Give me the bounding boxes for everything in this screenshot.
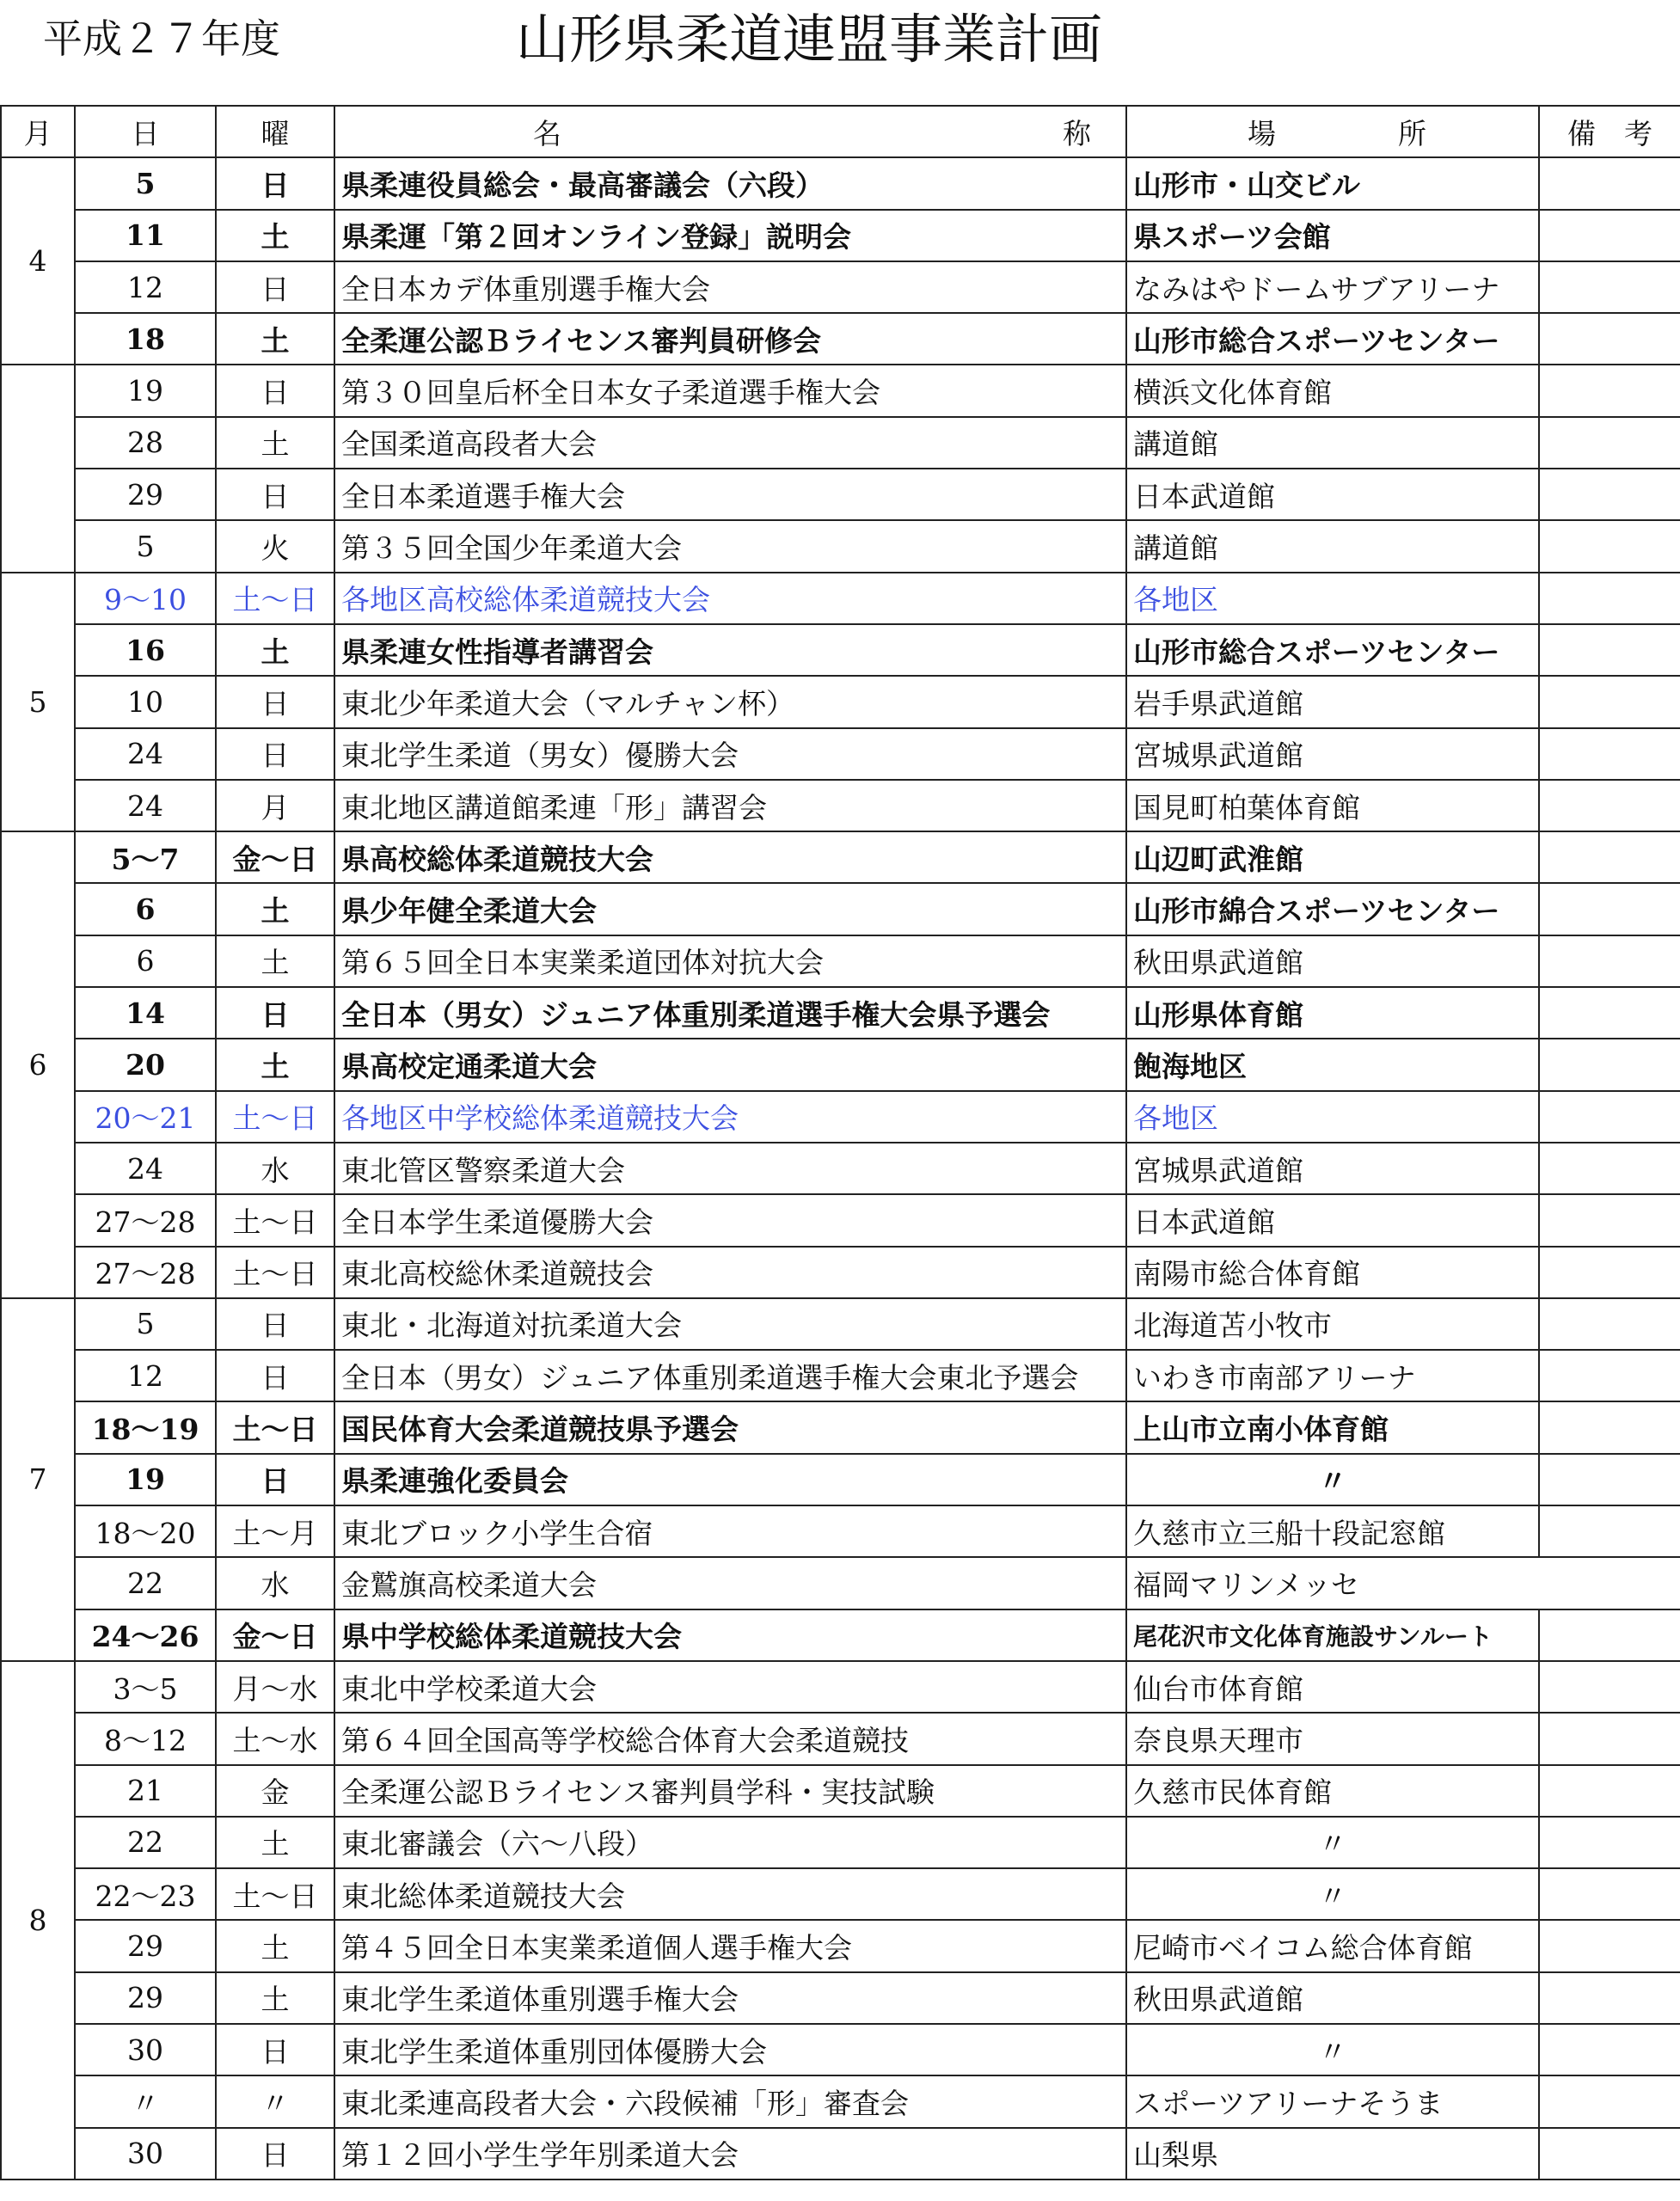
notes-cell <box>1539 157 1680 209</box>
day-cell: 8～12 <box>75 1713 216 1764</box>
notes-cell <box>1539 624 1680 676</box>
notes-cell <box>1539 1609 1680 1661</box>
table-row <box>1 1350 1680 1401</box>
notes-cell <box>1539 313 1680 365</box>
weekday-cell: 土 <box>216 1039 334 1090</box>
venue-cell: 山形県体育館 <box>1126 987 1539 1039</box>
day-cell: 5 <box>75 520 216 572</box>
header-place <box>1126 106 1539 157</box>
notes-cell <box>1539 780 1680 831</box>
weekday-cell: 日 <box>216 1350 334 1401</box>
event-name-cell: 国民体育大会柔道競技県予選会 <box>334 1401 1126 1453</box>
day-cell: 27～28 <box>75 1247 216 1298</box>
event-name-cell: 全柔運公認Ｂライセンス審判員研修会 <box>334 313 1126 365</box>
table-row <box>1 935 1680 987</box>
table-row <box>1 313 1680 365</box>
event-name-cell: 県柔連強化委員会 <box>334 1454 1126 1505</box>
day-cell: 3～5 <box>75 1661 216 1713</box>
notes-cell <box>1539 1972 1680 2024</box>
event-name-cell: 県柔連役員総会・最高審議会（六段） <box>334 157 1126 209</box>
table-row <box>1 1713 1680 1764</box>
notes-cell <box>1539 1454 1680 1505</box>
weekday-cell: 土 <box>216 313 334 365</box>
day-cell: 30 <box>75 2024 216 2075</box>
weekday-cell: 月 <box>216 780 334 831</box>
header-place-right: 所 <box>1398 116 1426 150</box>
notes-cell <box>1539 2024 1680 2075</box>
schedule-body <box>1 157 1680 2180</box>
event-name-cell: 東北学生柔道体重別団体優勝大会 <box>334 2024 1126 2075</box>
venue-cell: 福岡マリンメッセ <box>1126 1557 1680 1609</box>
table-row <box>1 1298 1680 1350</box>
weekday-cell: 火 <box>216 520 334 572</box>
weekday-cell: 日 <box>216 676 334 727</box>
venue-cell: 各地区 <box>1126 573 1539 624</box>
table-row <box>1 1661 1680 1713</box>
table-row <box>1 728 1680 780</box>
table-row <box>1 1194 1680 1246</box>
venue-cell: 山形市総合スポーツセンター <box>1126 313 1539 365</box>
day-cell: 29 <box>75 469 216 520</box>
day-cell: 29 <box>75 1972 216 2024</box>
event-name-cell: 全日本（男女）ジュニア体重別柔道選手権大会県予選会 <box>334 987 1126 1039</box>
header-day: 日 <box>75 106 216 157</box>
day-cell: 9～10 <box>75 573 216 624</box>
venue-cell: 国見町柏葉体育館 <box>1126 780 1539 831</box>
weekday-cell: 日 <box>216 2024 334 2075</box>
venue-cell: 講道館 <box>1126 520 1539 572</box>
day-cell: 24 <box>75 780 216 831</box>
venue-cell: 秋田県武道館 <box>1126 1972 1539 2024</box>
notes-cell <box>1539 935 1680 987</box>
notes-cell <box>1539 2075 1680 2127</box>
venue-cell: いわき市南部アリーナ <box>1126 1350 1539 1401</box>
day-cell: 22～23 <box>75 1868 216 1920</box>
venue-cell: 北海道苫小牧市 <box>1126 1298 1539 1350</box>
event-name-cell: 東北中学校柔道大会 <box>334 1661 1126 1713</box>
venue-cell: 〃 <box>1126 1868 1539 1920</box>
notes-cell <box>1539 987 1680 1039</box>
venue-cell: 山形市総合スポーツセンター <box>1126 624 1539 676</box>
venue-cell: 講道館 <box>1126 417 1539 469</box>
header-place-left: 場 <box>1248 116 1276 150</box>
event-name-cell: 各地区中学校総体柔道競技大会 <box>334 1091 1126 1143</box>
venue-cell: 山梨県 <box>1126 2128 1539 2180</box>
header-notes: 備 考 <box>1539 106 1680 157</box>
event-name-cell: 全日本（男女）ジュニア体重別柔道選手権大会東北予選会 <box>334 1350 1126 1401</box>
day-cell: 21 <box>75 1765 216 1817</box>
table-row <box>1 157 1680 209</box>
event-name-cell: 県柔運「第２回オンライン登録」説明会 <box>334 210 1126 261</box>
venue-cell: 日本武道館 <box>1126 469 1539 520</box>
day-cell: 12 <box>75 261 216 313</box>
event-name-cell: 全日本柔道選手権大会 <box>334 469 1126 520</box>
notes-cell <box>1539 728 1680 780</box>
day-cell: 30 <box>75 2128 216 2180</box>
table-row <box>1 1609 1680 1661</box>
notes-cell <box>1539 520 1680 572</box>
venue-cell: 山形市・山交ビル <box>1126 157 1539 209</box>
month-cell: 4 <box>1 157 75 365</box>
event-name-cell: 東北少年柔道大会（マルチャン杯） <box>334 676 1126 727</box>
table-row <box>1 520 1680 572</box>
day-cell: 27～28 <box>75 1194 216 1246</box>
day-cell: 20 <box>75 1039 216 1090</box>
venue-cell: 横浜文化体育館 <box>1126 365 1539 416</box>
day-cell: 16 <box>75 624 216 676</box>
day-cell: 22 <box>75 1557 216 1609</box>
day-cell: 24～26 <box>75 1609 216 1661</box>
day-cell: 6 <box>75 883 216 935</box>
venue-cell: 宮城県武道館 <box>1126 1143 1539 1194</box>
day-cell: 29 <box>75 1920 216 1971</box>
table-row <box>1 365 1680 416</box>
day-cell: 10 <box>75 676 216 727</box>
header-dow: 曜 <box>216 106 334 157</box>
weekday-cell: 土～日 <box>216 1091 334 1143</box>
venue-cell: 飽海地区 <box>1126 1039 1539 1090</box>
event-name-cell: 県高校総体柔道競技大会 <box>334 831 1126 883</box>
event-name-cell: 第６４回全国高等学校総合体育大会柔道競技 <box>334 1713 1126 1764</box>
weekday-cell: 日 <box>216 157 334 209</box>
notes-cell <box>1539 1039 1680 1090</box>
event-name-cell: 第１２回小学生学年別柔道大会 <box>334 2128 1126 2180</box>
notes-cell <box>1539 573 1680 624</box>
day-cell: 24 <box>75 1143 216 1194</box>
notes-cell <box>1539 2128 1680 2180</box>
event-name-cell: 東北審議会（六～八段） <box>334 1817 1126 1868</box>
table-row <box>1 831 1680 883</box>
event-name-cell: 第３０回皇后杯全日本女子柔道選手権大会 <box>334 365 1126 416</box>
table-row <box>1 1557 1680 1609</box>
weekday-cell: 土 <box>216 624 334 676</box>
venue-cell: 〃 <box>1126 1454 1539 1505</box>
weekday-cell: 土 <box>216 935 334 987</box>
header-name <box>334 106 1126 157</box>
venue-cell: 尼崎市ベイコム総合体育館 <box>1126 1920 1539 1971</box>
venue-cell: 県スポーツ会館 <box>1126 210 1539 261</box>
notes-cell <box>1539 1247 1680 1298</box>
day-cell: 18 <box>75 313 216 365</box>
day-cell: 5 <box>75 157 216 209</box>
venue-cell: 〃 <box>1126 1817 1539 1868</box>
table-row <box>1 1039 1680 1090</box>
weekday-cell: 月～水 <box>216 1661 334 1713</box>
weekday-cell: 土～月 <box>216 1505 334 1557</box>
venue-cell: 各地区 <box>1126 1091 1539 1143</box>
day-cell: 19 <box>75 1454 216 1505</box>
table-row <box>1 1765 1680 1817</box>
table-row <box>1 676 1680 727</box>
event-name-cell: 東北ブロック小学生合宿 <box>334 1505 1126 1557</box>
day-cell: 12 <box>75 1350 216 1401</box>
weekday-cell: 水 <box>216 1143 334 1194</box>
event-name-cell: 全柔運公認Ｂライセンス審判員学科・実技試験 <box>334 1765 1126 1817</box>
venue-cell: 日本武道館 <box>1126 1194 1539 1246</box>
weekday-cell: 〃 <box>216 2075 334 2127</box>
notes-cell <box>1539 676 1680 727</box>
day-cell: 5 <box>75 1298 216 1350</box>
notes-cell <box>1539 1194 1680 1246</box>
table-row <box>1 883 1680 935</box>
event-name-cell: 各地区高校総体柔道競技大会 <box>334 573 1126 624</box>
event-name-cell: 東北管区警察柔道大会 <box>334 1143 1126 1194</box>
header-name-left: 名 <box>533 116 561 150</box>
venue-cell: 久慈市立三船十段記窓館 <box>1126 1505 1539 1557</box>
venue-cell: 山形市綿合スポーツセンター <box>1126 883 1539 935</box>
notes-cell <box>1539 1920 1680 1971</box>
notes-cell <box>1539 1401 1680 1453</box>
event-name-cell: 東北・北海道対抗柔道大会 <box>334 1298 1126 1350</box>
event-name-cell: 東北総体柔道競技大会 <box>334 1868 1126 1920</box>
month-cell: 7 <box>1 1298 75 1661</box>
event-name-cell: 第４５回全日本実業柔道個人選手権大会 <box>334 1920 1126 1971</box>
weekday-cell: 水 <box>216 1557 334 1609</box>
day-cell: 14 <box>75 987 216 1039</box>
event-name-cell: 東北学生柔道（男女）優勝大会 <box>334 728 1126 780</box>
notes-cell <box>1539 1661 1680 1713</box>
document-title: 山形県柔道連盟事業計画 <box>516 8 1103 71</box>
notes-cell <box>1539 417 1680 469</box>
weekday-cell: 土 <box>216 417 334 469</box>
event-name-cell: 県少年健全柔道大会 <box>334 883 1126 935</box>
event-name-cell: 金鷲旗高校柔道大会 <box>334 1557 1126 1609</box>
table-row <box>1 1247 1680 1298</box>
venue-cell: 秋田県武道館 <box>1126 935 1539 987</box>
table-row <box>1 2024 1680 2075</box>
weekday-cell: 日 <box>216 1298 334 1350</box>
weekday-cell: 土～日 <box>216 1247 334 1298</box>
day-cell: 18～19 <box>75 1401 216 1453</box>
day-cell: 11 <box>75 210 216 261</box>
month-cell: 5 <box>1 573 75 831</box>
notes-cell <box>1539 365 1680 416</box>
day-cell: 〃 <box>75 2075 216 2127</box>
event-name-cell: 東北地区講道館柔連「形」講習会 <box>334 780 1126 831</box>
table-row <box>1 1920 1680 1971</box>
table-row <box>1 1868 1680 1920</box>
notes-cell <box>1539 210 1680 261</box>
table-row <box>1 1454 1680 1505</box>
notes-cell <box>1539 469 1680 520</box>
header-month: 月 <box>1 106 75 157</box>
weekday-cell: 土 <box>216 1920 334 1971</box>
table-row <box>1 1091 1680 1143</box>
weekday-cell: 土～日 <box>216 1401 334 1453</box>
notes-cell <box>1539 1505 1680 1557</box>
notes-cell <box>1539 1143 1680 1194</box>
day-cell: 5～7 <box>75 831 216 883</box>
event-name-cell: 全国柔道高段者大会 <box>334 417 1126 469</box>
table-row <box>1 261 1680 313</box>
venue-cell: 南陽市総合体育館 <box>1126 1247 1539 1298</box>
venue-cell: 尾花沢市文化体育施設サンルート <box>1126 1609 1539 1661</box>
table-row <box>1 1401 1680 1453</box>
venue-cell: 仙台市体育館 <box>1126 1661 1539 1713</box>
table-row <box>1 2075 1680 2127</box>
schedule-table <box>0 105 1680 2180</box>
event-name-cell: 東北高校総休柔道競技会 <box>334 1247 1126 1298</box>
notes-cell <box>1539 1350 1680 1401</box>
venue-cell: なみはやドームサブアリーナ <box>1126 261 1539 313</box>
venue-cell: 上山市立南小体育館 <box>1126 1401 1539 1453</box>
day-cell: 6 <box>75 935 216 987</box>
table-row <box>1 2128 1680 2180</box>
table-row <box>1 987 1680 1039</box>
table-row <box>1 1972 1680 2024</box>
event-name-cell: 全日本カデ体重別選手権大会 <box>334 261 1126 313</box>
table-row <box>1 417 1680 469</box>
venue-cell: 山辺町武淮館 <box>1126 831 1539 883</box>
notes-cell <box>1539 1091 1680 1143</box>
venue-cell: 久慈市民体育館 <box>1126 1765 1539 1817</box>
weekday-cell: 金～日 <box>216 831 334 883</box>
notes-cell <box>1539 1868 1680 1920</box>
day-cell: 28 <box>75 417 216 469</box>
event-name-cell: 東北柔連高段者大会・六段候補「形」審査会 <box>334 2075 1126 2127</box>
venue-cell: 奈良県天理市 <box>1126 1713 1539 1764</box>
weekday-cell: 土～水 <box>216 1713 334 1764</box>
weekday-cell: 土～日 <box>216 573 334 624</box>
event-name-cell: 東北学生柔道体重別選手権大会 <box>334 1972 1126 2024</box>
weekday-cell: 金～日 <box>216 1609 334 1661</box>
fiscal-year-label: 平成２７年度 <box>43 15 280 62</box>
table-row <box>1 210 1680 261</box>
table-row <box>1 624 1680 676</box>
notes-cell <box>1539 883 1680 935</box>
weekday-cell: 日 <box>216 987 334 1039</box>
notes-cell <box>1539 1298 1680 1350</box>
weekday-cell: 土 <box>216 1817 334 1868</box>
weekday-cell: 土 <box>216 883 334 935</box>
month-cell: 6 <box>1 831 75 1298</box>
day-cell: 20～21 <box>75 1091 216 1143</box>
venue-cell: 宮城県武道館 <box>1126 728 1539 780</box>
weekday-cell: 日 <box>216 728 334 780</box>
venue-cell: スポーツアリーナそうま <box>1126 2075 1539 2127</box>
table-row <box>1 1817 1680 1868</box>
event-name-cell: 県中学校総体柔道競技大会 <box>334 1609 1126 1661</box>
notes-cell <box>1539 1817 1680 1868</box>
weekday-cell: 日 <box>216 261 334 313</box>
day-cell: 18～20 <box>75 1505 216 1557</box>
event-name-cell: 第３５回全国少年柔道大会 <box>334 520 1126 572</box>
day-cell: 22 <box>75 1817 216 1868</box>
table-row <box>1 573 1680 624</box>
event-name-cell: 全日本学生柔道優勝大会 <box>334 1194 1126 1246</box>
weekday-cell: 土～日 <box>216 1194 334 1246</box>
notes-cell <box>1539 1713 1680 1764</box>
month-cell <box>1 365 75 572</box>
header-name-right: 称 <box>1063 116 1091 150</box>
notes-cell <box>1539 1765 1680 1817</box>
month-cell: 8 <box>1 1661 75 2180</box>
table-row <box>1 780 1680 831</box>
table-row <box>1 1505 1680 1557</box>
weekday-cell: 日 <box>216 2128 334 2180</box>
weekday-cell: 日 <box>216 469 334 520</box>
weekday-cell: 日 <box>216 365 334 416</box>
weekday-cell: 土 <box>216 210 334 261</box>
weekday-cell: 土～日 <box>216 1868 334 1920</box>
weekday-cell: 金 <box>216 1765 334 1817</box>
weekday-cell: 土 <box>216 1972 334 2024</box>
weekday-cell: 日 <box>216 1454 334 1505</box>
day-cell: 24 <box>75 728 216 780</box>
venue-cell: 〃 <box>1126 2024 1539 2075</box>
venue-cell: 岩手県武道館 <box>1126 676 1539 727</box>
table-row <box>1 469 1680 520</box>
table-row <box>1 1143 1680 1194</box>
event-name-cell: 第６５回全日本実業柔道団体対抗大会 <box>334 935 1126 987</box>
event-name-cell: 県高校定通柔道大会 <box>334 1039 1126 1090</box>
table-header-row <box>1 106 1680 157</box>
day-cell: 19 <box>75 365 216 416</box>
notes-cell <box>1539 831 1680 883</box>
event-name-cell: 県柔連女性指導者講習会 <box>334 624 1126 676</box>
notes-cell <box>1539 261 1680 313</box>
